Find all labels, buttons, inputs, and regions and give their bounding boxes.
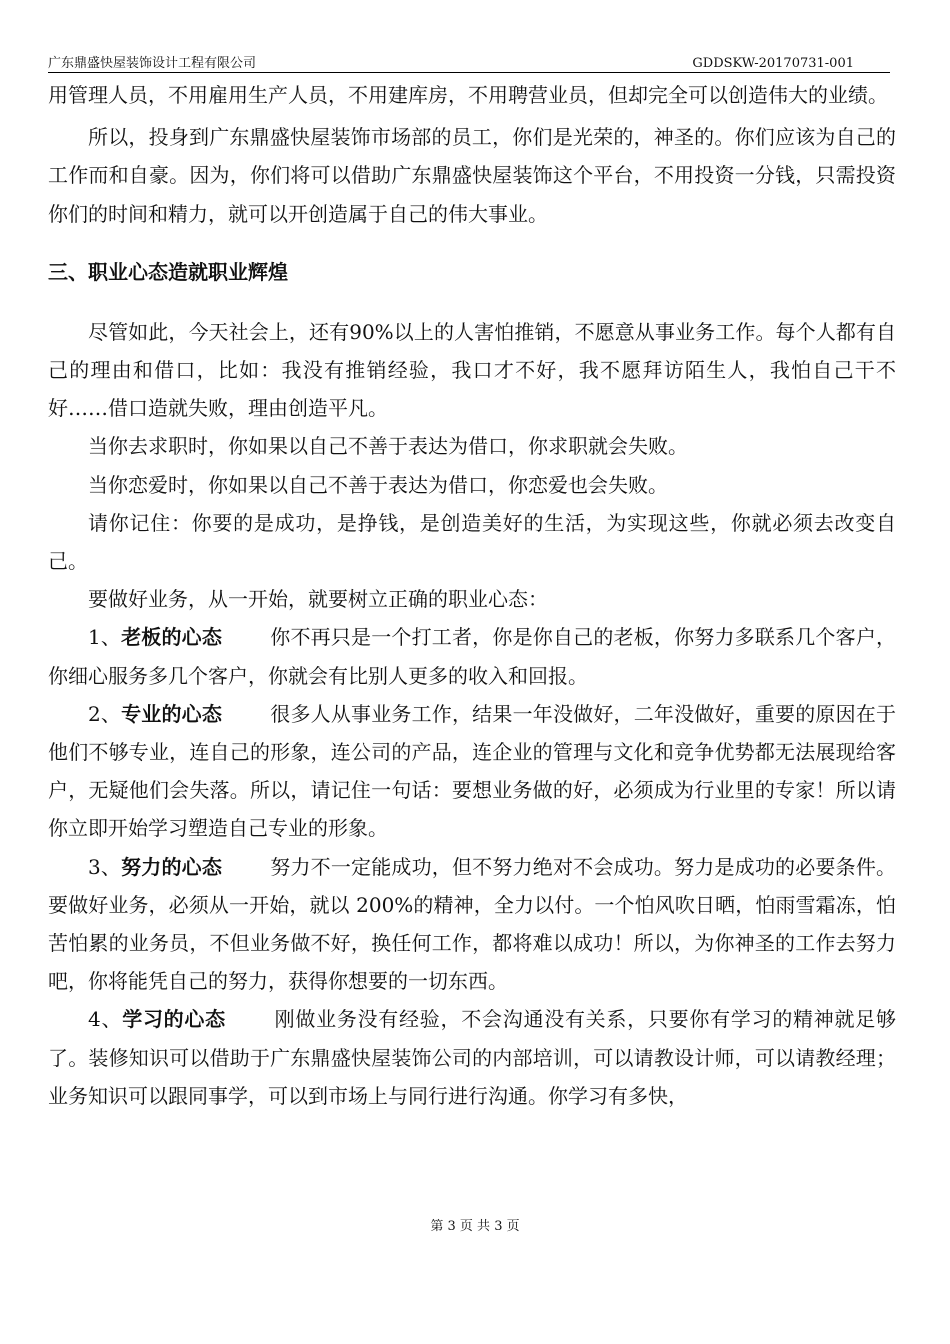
item-number: 1、	[88, 625, 122, 650]
item-title: 努力的心态	[121, 854, 223, 879]
item-title: 学习的心态	[122, 1007, 226, 1032]
list-item	[48, 695, 896, 848]
paragraph: 所以，投身到广东鼎盛快屋装饰市场部的员工，你们是光荣的，神圣的。你们应该为自己的工作而和自豪。因为，你们将可以借助广东鼎盛快屋装饰这个平台，不用投资一分钱，只需投资你们的时间和精力，就可以开创造属于自己的伟大事业。	[48, 125, 896, 226]
paragraph-continued: 用管理人员，不用雇用生产人员，不用建库房，不用聘营业员，但却完全可以创造伟大的业绩。	[48, 83, 888, 107]
page-footer: 第 3 页 共 3 页	[430, 1219, 520, 1234]
item-number: 2、	[88, 701, 122, 726]
paragraph: 尽管如此，今天社会上，还有90%以上的人害怕推销，不愿意从事业务工作。每个人都有自己的理由和借口，比如：我没有推销经验，我口才不好，我不愿拜访陌生人，我怕自己干不好……借口造就失败，理由创造平凡。	[48, 319, 896, 421]
header-company-name: 广东鼎盛快屋装饰设计工程有限公司	[48, 56, 257, 71]
list-item	[48, 848, 896, 1001]
paragraph: 当你恋爱时，你如果以自己不善于表达为借口，你恋爱也会失败。	[88, 472, 668, 497]
section-heading: 三、职业心态造就职业辉煌	[48, 259, 288, 284]
header-document-code: GDDSKW-20170731-001	[692, 56, 854, 71]
paragraph: 当你去求职时，你如果以自己不善于表达为借口，你求职就会失败。	[88, 434, 688, 459]
item-title: 老板的心态	[121, 625, 223, 650]
list-item	[48, 618, 896, 694]
item-text: 你不再只是一个打工者，你是你自己的老板，你努力多联系几个客户，你细心服务多几个客户，你就会有比别人更多的收入和回报。	[48, 625, 897, 688]
page-header	[48, 55, 890, 73]
item-number: 4、	[88, 1007, 123, 1032]
document-body	[48, 76, 896, 1115]
item-text: 很多人从事业务工作，结果一年没做好，二年没做好，重要的原因在于他们不够专业，连自己的形象，连公司的产品，连企业的管理与文化和竞争优势都无法展现给客户，无疑他们会失落。所以，请记住一句话：要想业务做的好，必须成为行业里的专家！所以请你立即开始学习塑造自己专业的形象。	[48, 701, 897, 841]
item-number: 3、	[88, 854, 122, 879]
list-item	[48, 1000, 896, 1115]
item-title: 专业的心态	[121, 701, 223, 726]
item-text: 努力不一定能成功，但不努力绝对不会成功。努力是成功的必要条件。要做好业务，必须从一开始，就以 200%的精神，全力以付。一个怕风吹日晒，怕雨雪霜冻，怕苦怕累的业务员，不但业务做不好，换任何工作，都将难以成功！所以，为你神圣的工作去努力吧，你将能凭自己的努力，获得你想要的一切东西。	[48, 854, 897, 994]
paragraph: 请你记住：你要的是成功，是挣钱，是创造美好的生活，为实现这些，你就必须去改变自己。	[48, 510, 896, 574]
item-text: 刚做业务没有经验，不会沟通没有关系，只要你有学习的精神就足够了。装修知识可以借助于广东鼎盛快屋装饰公司的内部培训，可以请教设计师，可以请教经理；业务知识可以跟同事学，可以到市场上与同行进行沟通。你学习有多快，	[48, 1007, 896, 1108]
paragraph: 要做好业务，从一开始，就要树立正确的职业心态：	[88, 587, 548, 612]
